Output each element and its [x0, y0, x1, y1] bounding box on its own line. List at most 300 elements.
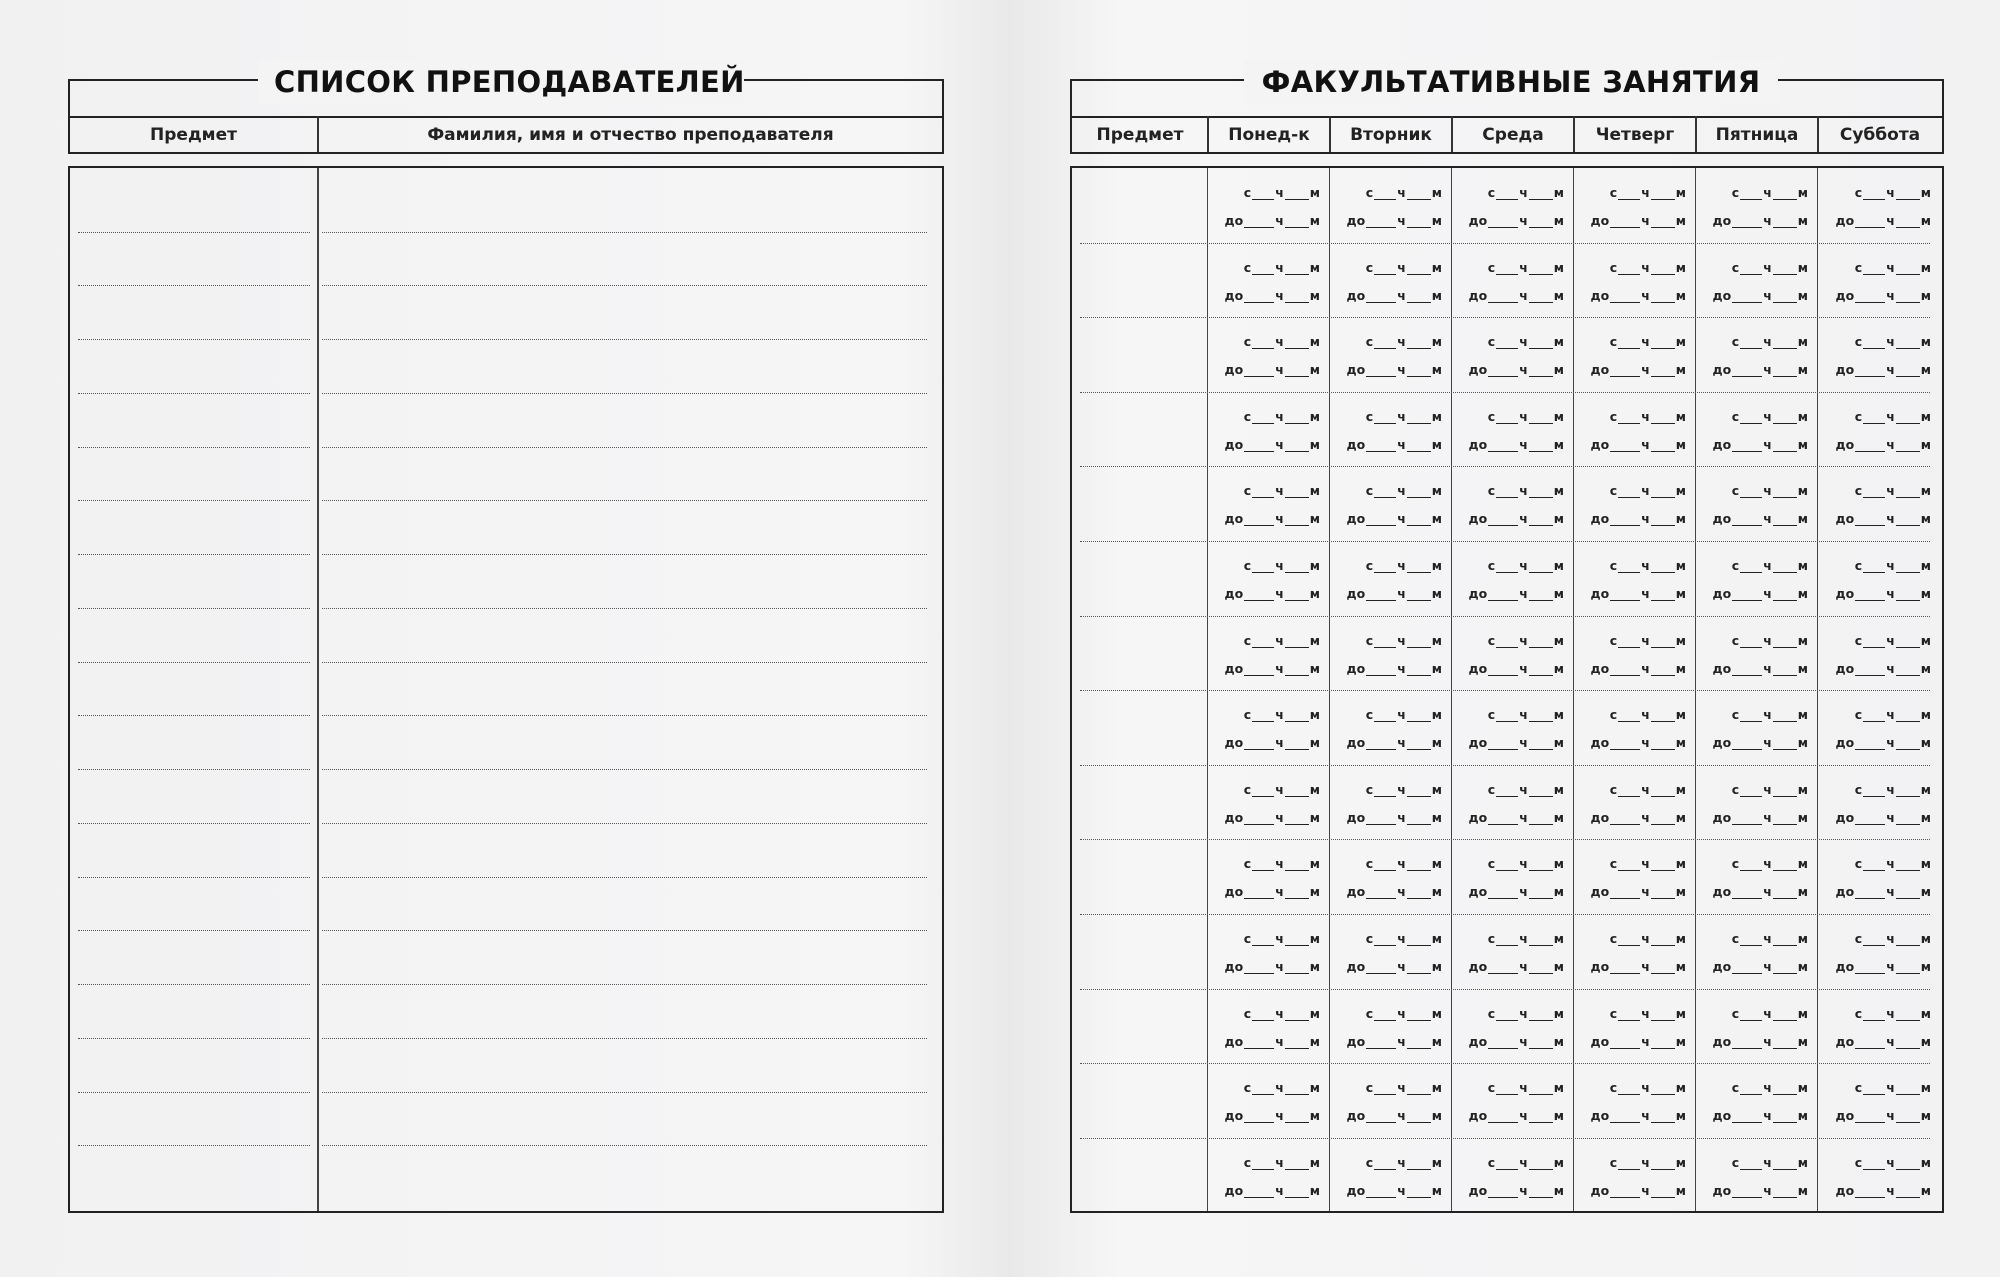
- minutes-blank[interactable]: [1407, 812, 1431, 825]
- hours-blank[interactable]: [1366, 812, 1396, 825]
- time-slot[interactable]: [1700, 392, 1808, 467]
- minutes-blank[interactable]: [1896, 588, 1920, 601]
- elective-subject-cell[interactable]: [1072, 466, 1206, 541]
- minutes-blank[interactable]: [1896, 336, 1920, 349]
- minutes-blank[interactable]: [1285, 1110, 1309, 1123]
- hours-blank[interactable]: [1732, 513, 1762, 526]
- time-slot[interactable]: [1212, 541, 1320, 616]
- hours-blank[interactable]: [1252, 187, 1274, 200]
- time-slot[interactable]: [1822, 392, 1931, 467]
- hours-blank[interactable]: [1855, 812, 1885, 825]
- minutes-blank[interactable]: [1773, 485, 1797, 498]
- minutes-blank[interactable]: [1896, 709, 1920, 722]
- minutes-blank[interactable]: [1773, 1157, 1797, 1170]
- hours-blank[interactable]: [1374, 784, 1396, 797]
- hours-blank[interactable]: [1740, 262, 1762, 275]
- hours-blank[interactable]: [1863, 336, 1885, 349]
- teacher-row-subject-line[interactable]: [78, 1145, 310, 1146]
- time-slot[interactable]: [1700, 1138, 1808, 1213]
- hours-blank[interactable]: [1488, 812, 1518, 825]
- minutes-blank[interactable]: [1651, 858, 1675, 871]
- minutes-blank[interactable]: [1285, 513, 1309, 526]
- hours-blank[interactable]: [1610, 663, 1640, 676]
- teacher-row-name-line[interactable]: [322, 769, 927, 770]
- hours-blank[interactable]: [1244, 663, 1274, 676]
- minutes-blank[interactable]: [1285, 635, 1309, 648]
- hours-blank[interactable]: [1618, 858, 1640, 871]
- minutes-blank[interactable]: [1285, 1157, 1309, 1170]
- minutes-blank[interactable]: [1651, 513, 1675, 526]
- teacher-row-name-line[interactable]: [322, 393, 927, 394]
- hours-blank[interactable]: [1252, 1157, 1274, 1170]
- hours-blank[interactable]: [1618, 784, 1640, 797]
- hours-blank[interactable]: [1732, 663, 1762, 676]
- hours-blank[interactable]: [1244, 439, 1274, 452]
- elective-subject-cell[interactable]: [1072, 317, 1206, 392]
- minutes-blank[interactable]: [1896, 933, 1920, 946]
- hours-blank[interactable]: [1252, 485, 1274, 498]
- time-slot[interactable]: [1822, 839, 1931, 914]
- minutes-blank[interactable]: [1773, 187, 1797, 200]
- time-slot[interactable]: [1578, 989, 1686, 1064]
- time-slot[interactable]: [1578, 914, 1686, 989]
- minutes-blank[interactable]: [1773, 262, 1797, 275]
- hours-blank[interactable]: [1252, 262, 1274, 275]
- time-slot[interactable]: [1578, 466, 1686, 541]
- time-slot[interactable]: [1212, 466, 1320, 541]
- hours-blank[interactable]: [1496, 262, 1518, 275]
- hours-blank[interactable]: [1863, 933, 1885, 946]
- hours-blank[interactable]: [1496, 187, 1518, 200]
- minutes-blank[interactable]: [1651, 933, 1675, 946]
- minutes-blank[interactable]: [1651, 411, 1675, 424]
- minutes-blank[interactable]: [1407, 1157, 1431, 1170]
- teacher-row-name-line[interactable]: [322, 608, 927, 609]
- hours-blank[interactable]: [1488, 1110, 1518, 1123]
- minutes-blank[interactable]: [1407, 933, 1431, 946]
- hours-blank[interactable]: [1863, 1082, 1885, 1095]
- hours-blank[interactable]: [1252, 1082, 1274, 1095]
- hours-blank[interactable]: [1244, 886, 1274, 899]
- minutes-blank[interactable]: [1529, 1082, 1553, 1095]
- time-slot[interactable]: [1700, 317, 1808, 392]
- minutes-blank[interactable]: [1407, 1008, 1431, 1021]
- hours-blank[interactable]: [1740, 858, 1762, 871]
- hours-blank[interactable]: [1740, 1008, 1762, 1021]
- hours-blank[interactable]: [1740, 336, 1762, 349]
- minutes-blank[interactable]: [1651, 1110, 1675, 1123]
- time-slot[interactable]: [1334, 989, 1442, 1064]
- hours-blank[interactable]: [1366, 1110, 1396, 1123]
- minutes-blank[interactable]: [1285, 1036, 1309, 1049]
- teacher-row-subject-line[interactable]: [78, 554, 310, 555]
- hours-blank[interactable]: [1610, 1110, 1640, 1123]
- teacher-row-name-line[interactable]: [322, 339, 927, 340]
- time-slot[interactable]: [1334, 1063, 1442, 1138]
- minutes-blank[interactable]: [1407, 1036, 1431, 1049]
- teacher-row-subject-line[interactable]: [78, 769, 310, 770]
- time-slot[interactable]: [1456, 168, 1564, 243]
- time-slot[interactable]: [1334, 541, 1442, 616]
- hours-blank[interactable]: [1374, 709, 1396, 722]
- minutes-blank[interactable]: [1529, 560, 1553, 573]
- elective-subject-cell[interactable]: [1072, 243, 1206, 318]
- hours-blank[interactable]: [1374, 336, 1396, 349]
- minutes-blank[interactable]: [1896, 290, 1920, 303]
- time-slot[interactable]: [1212, 616, 1320, 691]
- time-slot[interactable]: [1700, 989, 1808, 1064]
- minutes-blank[interactable]: [1896, 812, 1920, 825]
- hours-blank[interactable]: [1855, 1110, 1885, 1123]
- hours-blank[interactable]: [1618, 560, 1640, 573]
- hours-blank[interactable]: [1732, 364, 1762, 377]
- elective-subject-cell[interactable]: [1072, 392, 1206, 467]
- teacher-row-subject-line[interactable]: [78, 823, 310, 824]
- hours-blank[interactable]: [1732, 588, 1762, 601]
- minutes-blank[interactable]: [1285, 812, 1309, 825]
- time-slot[interactable]: [1578, 317, 1686, 392]
- minutes-blank[interactable]: [1651, 812, 1675, 825]
- time-slot[interactable]: [1212, 765, 1320, 840]
- minutes-blank[interactable]: [1773, 513, 1797, 526]
- time-slot[interactable]: [1822, 989, 1931, 1064]
- hours-blank[interactable]: [1863, 560, 1885, 573]
- minutes-blank[interactable]: [1651, 784, 1675, 797]
- hours-blank[interactable]: [1366, 663, 1396, 676]
- hours-blank[interactable]: [1488, 290, 1518, 303]
- minutes-blank[interactable]: [1896, 215, 1920, 228]
- teacher-row-subject-line[interactable]: [78, 285, 310, 286]
- hours-blank[interactable]: [1366, 961, 1396, 974]
- time-slot[interactable]: [1334, 690, 1442, 765]
- hours-blank[interactable]: [1488, 961, 1518, 974]
- time-slot[interactable]: [1456, 914, 1564, 989]
- minutes-blank[interactable]: [1896, 262, 1920, 275]
- hours-blank[interactable]: [1618, 709, 1640, 722]
- hours-blank[interactable]: [1374, 262, 1396, 275]
- teacher-row-subject-line[interactable]: [78, 339, 310, 340]
- minutes-blank[interactable]: [1651, 439, 1675, 452]
- hours-blank[interactable]: [1374, 1157, 1396, 1170]
- hours-blank[interactable]: [1618, 1008, 1640, 1021]
- hours-blank[interactable]: [1366, 737, 1396, 750]
- time-slot[interactable]: [1212, 1063, 1320, 1138]
- teacher-row-subject-line[interactable]: [78, 447, 310, 448]
- minutes-blank[interactable]: [1407, 858, 1431, 871]
- hours-blank[interactable]: [1244, 812, 1274, 825]
- hours-blank[interactable]: [1732, 1110, 1762, 1123]
- minutes-blank[interactable]: [1285, 737, 1309, 750]
- hours-blank[interactable]: [1855, 439, 1885, 452]
- minutes-blank[interactable]: [1896, 961, 1920, 974]
- hours-blank[interactable]: [1740, 411, 1762, 424]
- hours-blank[interactable]: [1740, 485, 1762, 498]
- minutes-blank[interactable]: [1651, 1082, 1675, 1095]
- time-slot[interactable]: [1212, 839, 1320, 914]
- time-slot[interactable]: [1456, 616, 1564, 691]
- hours-blank[interactable]: [1740, 560, 1762, 573]
- hours-blank[interactable]: [1366, 1036, 1396, 1049]
- time-slot[interactable]: [1578, 168, 1686, 243]
- hours-blank[interactable]: [1855, 961, 1885, 974]
- minutes-blank[interactable]: [1529, 411, 1553, 424]
- time-slot[interactable]: [1822, 541, 1931, 616]
- teacher-row-name-line[interactable]: [322, 823, 927, 824]
- teacher-row-subject-line[interactable]: [78, 877, 310, 878]
- hours-blank[interactable]: [1496, 1157, 1518, 1170]
- hours-blank[interactable]: [1618, 1082, 1640, 1095]
- hours-blank[interactable]: [1740, 1157, 1762, 1170]
- hours-blank[interactable]: [1732, 215, 1762, 228]
- minutes-blank[interactable]: [1529, 961, 1553, 974]
- minutes-blank[interactable]: [1407, 262, 1431, 275]
- minutes-blank[interactable]: [1529, 1008, 1553, 1021]
- minutes-blank[interactable]: [1773, 336, 1797, 349]
- hours-blank[interactable]: [1855, 215, 1885, 228]
- hours-blank[interactable]: [1618, 635, 1640, 648]
- hours-blank[interactable]: [1610, 1036, 1640, 1049]
- hours-blank[interactable]: [1366, 886, 1396, 899]
- time-slot[interactable]: [1456, 839, 1564, 914]
- hours-blank[interactable]: [1488, 663, 1518, 676]
- hours-blank[interactable]: [1374, 187, 1396, 200]
- hours-blank[interactable]: [1252, 933, 1274, 946]
- minutes-blank[interactable]: [1407, 737, 1431, 750]
- teacher-row-name-line[interactable]: [322, 285, 927, 286]
- minutes-blank[interactable]: [1529, 737, 1553, 750]
- teacher-row-subject-line[interactable]: [78, 1092, 310, 1093]
- time-slot[interactable]: [1578, 839, 1686, 914]
- hours-blank[interactable]: [1740, 784, 1762, 797]
- minutes-blank[interactable]: [1285, 364, 1309, 377]
- minutes-blank[interactable]: [1651, 336, 1675, 349]
- time-slot[interactable]: [1456, 989, 1564, 1064]
- minutes-blank[interactable]: [1529, 290, 1553, 303]
- minutes-blank[interactable]: [1407, 364, 1431, 377]
- minutes-blank[interactable]: [1285, 290, 1309, 303]
- teacher-row-name-line[interactable]: [322, 447, 927, 448]
- hours-blank[interactable]: [1863, 858, 1885, 871]
- hours-blank[interactable]: [1252, 336, 1274, 349]
- hours-blank[interactable]: [1244, 961, 1274, 974]
- hours-blank[interactable]: [1863, 1008, 1885, 1021]
- time-slot[interactable]: [1578, 541, 1686, 616]
- hours-blank[interactable]: [1618, 336, 1640, 349]
- minutes-blank[interactable]: [1773, 663, 1797, 676]
- time-slot[interactable]: [1822, 1138, 1931, 1213]
- teacher-row-subject-line[interactable]: [78, 715, 310, 716]
- hours-blank[interactable]: [1374, 485, 1396, 498]
- hours-blank[interactable]: [1252, 1008, 1274, 1021]
- time-slot[interactable]: [1700, 690, 1808, 765]
- teacher-row-name-line[interactable]: [322, 500, 927, 501]
- hours-blank[interactable]: [1496, 784, 1518, 797]
- hours-blank[interactable]: [1496, 709, 1518, 722]
- time-slot[interactable]: [1700, 839, 1808, 914]
- minutes-blank[interactable]: [1651, 187, 1675, 200]
- hours-blank[interactable]: [1855, 886, 1885, 899]
- minutes-blank[interactable]: [1407, 1185, 1431, 1198]
- teacher-row-subject-line[interactable]: [78, 608, 310, 609]
- hours-blank[interactable]: [1366, 513, 1396, 526]
- minutes-blank[interactable]: [1529, 858, 1553, 871]
- time-slot[interactable]: [1822, 243, 1931, 318]
- time-slot[interactable]: [1822, 466, 1931, 541]
- minutes-blank[interactable]: [1407, 215, 1431, 228]
- minutes-blank[interactable]: [1285, 784, 1309, 797]
- teacher-row-name-line[interactable]: [322, 232, 927, 233]
- minutes-blank[interactable]: [1896, 784, 1920, 797]
- minutes-blank[interactable]: [1529, 635, 1553, 648]
- hours-blank[interactable]: [1863, 485, 1885, 498]
- hours-blank[interactable]: [1496, 560, 1518, 573]
- hours-blank[interactable]: [1488, 886, 1518, 899]
- time-slot[interactable]: [1334, 168, 1442, 243]
- minutes-blank[interactable]: [1651, 290, 1675, 303]
- minutes-blank[interactable]: [1773, 439, 1797, 452]
- teacher-row-name-line[interactable]: [322, 554, 927, 555]
- minutes-blank[interactable]: [1407, 290, 1431, 303]
- minutes-blank[interactable]: [1285, 663, 1309, 676]
- minutes-blank[interactable]: [1285, 1185, 1309, 1198]
- time-slot[interactable]: [1822, 1063, 1931, 1138]
- hours-blank[interactable]: [1740, 933, 1762, 946]
- time-slot[interactable]: [1456, 243, 1564, 318]
- minutes-blank[interactable]: [1896, 1008, 1920, 1021]
- minutes-blank[interactable]: [1529, 1110, 1553, 1123]
- minutes-blank[interactable]: [1773, 411, 1797, 424]
- time-slot[interactable]: [1578, 690, 1686, 765]
- minutes-blank[interactable]: [1651, 737, 1675, 750]
- hours-blank[interactable]: [1732, 439, 1762, 452]
- hours-blank[interactable]: [1244, 1036, 1274, 1049]
- elective-subject-cell[interactable]: [1072, 914, 1206, 989]
- hours-blank[interactable]: [1252, 784, 1274, 797]
- time-slot[interactable]: [1456, 317, 1564, 392]
- hours-blank[interactable]: [1610, 513, 1640, 526]
- minutes-blank[interactable]: [1773, 215, 1797, 228]
- minutes-blank[interactable]: [1285, 961, 1309, 974]
- teacher-row-subject-line[interactable]: [78, 232, 310, 233]
- minutes-blank[interactable]: [1285, 485, 1309, 498]
- hours-blank[interactable]: [1855, 663, 1885, 676]
- minutes-blank[interactable]: [1773, 1036, 1797, 1049]
- hours-blank[interactable]: [1618, 187, 1640, 200]
- hours-blank[interactable]: [1610, 1185, 1640, 1198]
- time-slot[interactable]: [1334, 243, 1442, 318]
- time-slot[interactable]: [1334, 317, 1442, 392]
- hours-blank[interactable]: [1740, 635, 1762, 648]
- minutes-blank[interactable]: [1773, 933, 1797, 946]
- minutes-blank[interactable]: [1529, 784, 1553, 797]
- time-slot[interactable]: [1822, 616, 1931, 691]
- hours-blank[interactable]: [1488, 588, 1518, 601]
- minutes-blank[interactable]: [1285, 1008, 1309, 1021]
- time-slot[interactable]: [1700, 466, 1808, 541]
- hours-blank[interactable]: [1244, 215, 1274, 228]
- time-slot[interactable]: [1700, 541, 1808, 616]
- minutes-blank[interactable]: [1651, 1185, 1675, 1198]
- hours-blank[interactable]: [1374, 858, 1396, 871]
- minutes-blank[interactable]: [1529, 215, 1553, 228]
- minutes-blank[interactable]: [1651, 1036, 1675, 1049]
- minutes-blank[interactable]: [1529, 187, 1553, 200]
- time-slot[interactable]: [1456, 466, 1564, 541]
- minutes-blank[interactable]: [1285, 439, 1309, 452]
- minutes-blank[interactable]: [1407, 439, 1431, 452]
- time-slot[interactable]: [1578, 1063, 1686, 1138]
- hours-blank[interactable]: [1488, 364, 1518, 377]
- minutes-blank[interactable]: [1407, 961, 1431, 974]
- time-slot[interactable]: [1334, 616, 1442, 691]
- minutes-blank[interactable]: [1651, 364, 1675, 377]
- minutes-blank[interactable]: [1896, 1036, 1920, 1049]
- hours-blank[interactable]: [1863, 784, 1885, 797]
- minutes-blank[interactable]: [1529, 933, 1553, 946]
- hours-blank[interactable]: [1252, 635, 1274, 648]
- hours-blank[interactable]: [1618, 411, 1640, 424]
- hours-blank[interactable]: [1496, 411, 1518, 424]
- hours-blank[interactable]: [1488, 1036, 1518, 1049]
- minutes-blank[interactable]: [1773, 812, 1797, 825]
- hours-blank[interactable]: [1610, 886, 1640, 899]
- time-slot[interactable]: [1334, 914, 1442, 989]
- hours-blank[interactable]: [1618, 933, 1640, 946]
- hours-blank[interactable]: [1488, 1185, 1518, 1198]
- minutes-blank[interactable]: [1529, 364, 1553, 377]
- time-slot[interactable]: [1578, 765, 1686, 840]
- minutes-blank[interactable]: [1529, 886, 1553, 899]
- minutes-blank[interactable]: [1773, 709, 1797, 722]
- minutes-blank[interactable]: [1896, 411, 1920, 424]
- time-slot[interactable]: [1212, 392, 1320, 467]
- time-slot[interactable]: [1334, 392, 1442, 467]
- hours-blank[interactable]: [1366, 215, 1396, 228]
- hours-blank[interactable]: [1252, 858, 1274, 871]
- minutes-blank[interactable]: [1529, 588, 1553, 601]
- hours-blank[interactable]: [1252, 411, 1274, 424]
- minutes-blank[interactable]: [1285, 709, 1309, 722]
- hours-blank[interactable]: [1488, 215, 1518, 228]
- time-slot[interactable]: [1822, 690, 1931, 765]
- minutes-blank[interactable]: [1773, 1110, 1797, 1123]
- hours-blank[interactable]: [1496, 858, 1518, 871]
- minutes-blank[interactable]: [1651, 663, 1675, 676]
- minutes-blank[interactable]: [1773, 635, 1797, 648]
- minutes-blank[interactable]: [1651, 886, 1675, 899]
- time-slot[interactable]: [1212, 1138, 1320, 1213]
- hours-blank[interactable]: [1863, 187, 1885, 200]
- minutes-blank[interactable]: [1896, 663, 1920, 676]
- teacher-row-name-line[interactable]: [322, 1145, 927, 1146]
- hours-blank[interactable]: [1244, 588, 1274, 601]
- time-slot[interactable]: [1334, 466, 1442, 541]
- minutes-blank[interactable]: [1773, 784, 1797, 797]
- minutes-blank[interactable]: [1896, 1082, 1920, 1095]
- time-slot[interactable]: [1456, 690, 1564, 765]
- minutes-blank[interactable]: [1529, 1157, 1553, 1170]
- teacher-row-name-line[interactable]: [322, 1038, 927, 1039]
- minutes-blank[interactable]: [1529, 1185, 1553, 1198]
- time-slot[interactable]: [1456, 1063, 1564, 1138]
- minutes-blank[interactable]: [1651, 1008, 1675, 1021]
- time-slot[interactable]: [1212, 168, 1320, 243]
- time-slot[interactable]: [1334, 765, 1442, 840]
- teacher-row-name-line[interactable]: [322, 877, 927, 878]
- hours-blank[interactable]: [1610, 290, 1640, 303]
- minutes-blank[interactable]: [1529, 262, 1553, 275]
- minutes-blank[interactable]: [1651, 961, 1675, 974]
